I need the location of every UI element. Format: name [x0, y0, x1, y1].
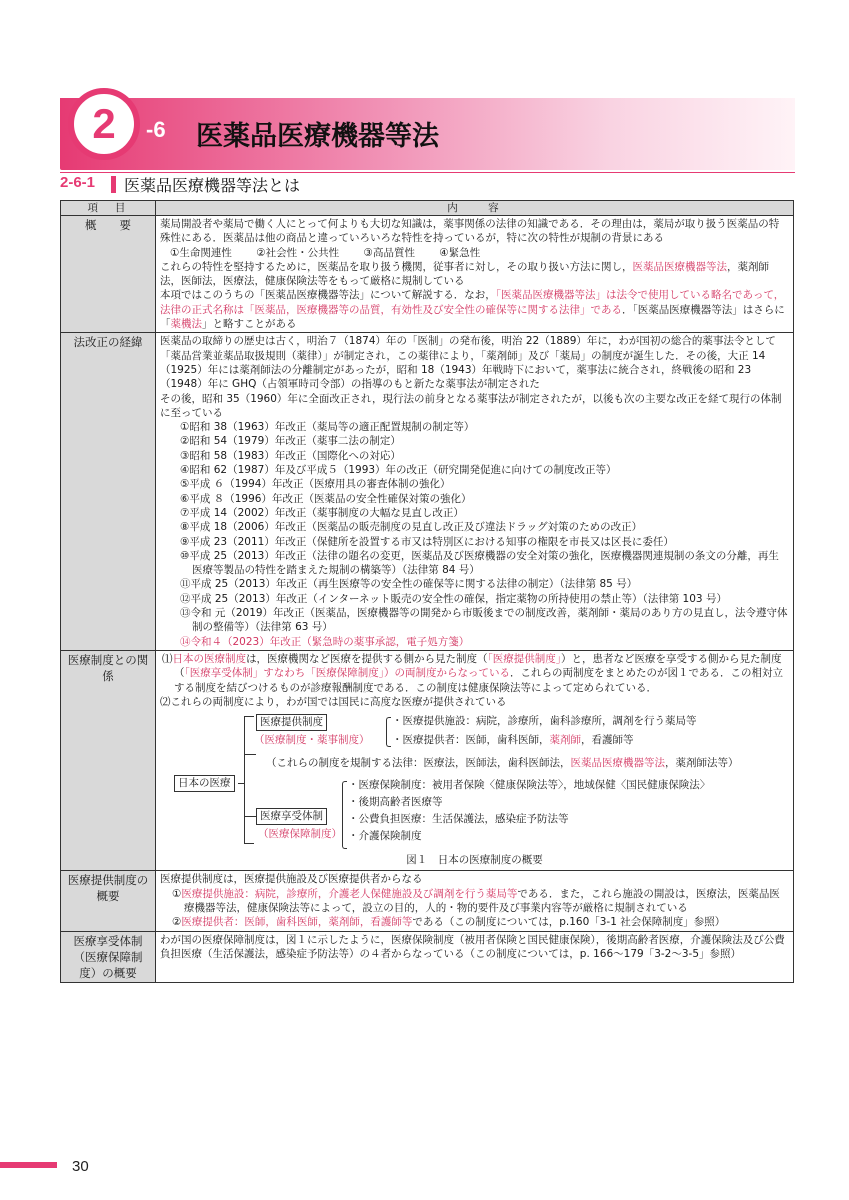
list-item: ⑤平成 ６（1994）年改正（医療用具の審査体制の強化） — [180, 478, 451, 491]
medical-system-diagram — [160, 709, 849, 849]
row-content-relation — [156, 650, 794, 870]
footer-accent-bar — [0, 1162, 57, 1168]
row-label-history: 法改正の経緯 — [61, 333, 156, 651]
chapter-number-badge: 2 — [68, 88, 140, 160]
provision-item-2: ②医療提供者：医師，歯科医師，薬剤師，看護師等である（この制度については，p.160「3-1 社会保障制度」参照） — [172, 916, 726, 929]
subsection-title: 医薬品医療機器等法とは — [124, 176, 301, 195]
provision-system-subtitle: （医療制度・薬事制度） — [254, 734, 370, 747]
insurance-paragraph: わが国の医療保障制度は，図１に示したように，医療保険制度（被用者保険と国民健康保険），後期高齢者医療，介護保険法及び公費負担医療（生活保護法，感染症予防法等）の４者からなっている（この制度については，p. 166～179「3-2～3-5」参照） — [160, 933, 785, 960]
list-item: ・公費負担医療：生活保護法，感染症予防法等 — [348, 813, 569, 826]
column-header-content: 内 容 — [156, 201, 794, 216]
provision-item-facilities: ・医療提供施設：病院，診療所，歯科診療所，調剤を行う薬局等 — [392, 715, 697, 728]
relation-paragraph-1: ⑴日本の医療制度は，医療機関など医療を提供する側から見た制度（「医療提供制度」）と，患者など医療を享受する側から見た制度（「医療享受体制」すなわち「医療保障制度」）の両制度からなっている．これらの両制度をまとめたのが図１である．この相対立する制度を結びつけるものが診療報酬制度である．この制度は健康保険法等によって定められている． — [162, 652, 783, 694]
list-item: ・医療保険制度：被用者保険〈健康保険法等〉，地域保健〈国民健康保険法〉 — [348, 779, 711, 792]
list-item: ・介護保険制度 — [348, 830, 422, 843]
trait-item: ②社会性・公共性 — [256, 246, 340, 259]
row-label-insurance: 医療享受体制（医療保障制度）の概要 — [61, 931, 156, 982]
content-table — [60, 200, 794, 983]
list-item: ②昭和 54（1979）年改正（薬事二法の制定） — [180, 435, 401, 448]
subsection-number: 2-6-1 — [60, 174, 96, 191]
list-item: ⑫平成 25（2013）年改正（インターネット販売の安全性の確保，指定薬物の所持使用の禁止等）（法律第 103 号） — [180, 592, 727, 605]
provision-paragraph: 医療提供制度は，医療提供施設及び医療提供者からなる — [160, 873, 423, 886]
row-label-overview: 概 要 — [61, 216, 156, 333]
row-content-overview — [156, 216, 794, 333]
page-number: 30 — [72, 1158, 89, 1175]
overview-paragraph-1: 薬局開設者や薬局で働く人にとって何よりも大切な知識は，薬事関係の法律の知識である．その理由は，薬局が取り扱う医薬品の特殊性にある．医薬品は他の商品と違っていろいろな特性を持っているが，特に次の特性が規制の背景にある — [160, 218, 780, 245]
regulating-laws: （これらの制度を規制する法律：医療法，医師法，歯科医師法，医薬品医療機器等法，薬剤師法等） — [266, 757, 739, 770]
history-list — [160, 420, 789, 649]
row-content-provision — [156, 871, 794, 931]
row-content-insurance — [156, 931, 794, 982]
connector-line — [244, 754, 256, 755]
connector-line — [244, 843, 254, 844]
receipt-system-subtitle: （医療保障制度） — [258, 828, 342, 841]
list-item: ⑨平成 23（2011）年改正（保健所を設置する市又は特別区における知事の権限を市長又は区長に委任） — [180, 535, 674, 548]
overview-traits — [160, 246, 789, 260]
table-row-insurance — [61, 931, 794, 982]
list-item: ⑬令和 元（2019）年改正（医薬品，医療機器等の開発から市販後までの制度改善，薬剤師・薬局のあり方の見直し，法令遵守体制の整備等）（法律第 63 号） — [180, 607, 788, 634]
table-row-history — [61, 333, 794, 651]
list-item: ⑩平成 25（2013）年改正（法律の題名の変更，医薬品及び医療機器の安全対策の強化，医療機器関連規制の条文の分離，再生医療等製品の特性を踏まえた規制の構築等）（法律第 84 号） — [180, 549, 779, 577]
table-row-relation — [61, 650, 794, 870]
trait-item: ①生命関連性 — [170, 246, 232, 259]
list-item: ③昭和 58（1983）年改正（国際化への対応） — [180, 449, 401, 462]
row-label-provision: 医療提供制度の概要 — [61, 871, 156, 931]
connector-line — [244, 716, 245, 844]
list-item: ⑦平成 14（2002）年改正（薬事制度の大幅な見直し改正） — [180, 506, 464, 519]
list-item: ⑧平成 18（2006）年改正（医薬品の販売制度の見直し改正及び違法ドラッグ対策のための改正） — [180, 521, 643, 534]
list-item: ④昭和 62（1987）年及び平成５（1993）年の改正（研究開発促進に向けての制度改正等） — [180, 464, 617, 477]
connector-line — [244, 816, 256, 817]
history-paragraph-1: 医薬品の取締りの歴史は古く，明治７（1874）年の「医制」の発布後，明治 22（1889）年に，わが国初の総合的薬事法令として「薬品営業並薬品取扱規則（薬律）」が制定され，この薬律により，「薬剤師」及び「薬局」の制度が誕生した．その後，大正 14（1925）年には薬剤師法の分離制定があったが，昭和 18（1943）年戦時下において，薬事法に統合され，終戦後の昭和 23（1948）年に GHQ（占領軍時司令部）の指導のもと新たな薬事法が制定された — [160, 335, 776, 391]
table-row-overview — [61, 216, 794, 333]
diagram-root-box: 日本の医療 — [174, 775, 235, 792]
brace — [386, 717, 391, 747]
column-header-item: 項 目 — [61, 201, 156, 216]
row-label-relation: 医療制度との関係 — [61, 650, 156, 870]
provision-item-1: ①医療提供施設：病院，診療所，介護老人保健施設及び調剤を行う薬局等である．また，これら施設の開設は，医療法，医薬品医療機器等法，健康保険法等によって，設立の目的，人的・物的要件及び事業内容等が厳格に規制されている — [172, 887, 780, 914]
receipt-items — [348, 777, 710, 845]
trait-item: ③高品質性 — [363, 246, 415, 259]
connector-line — [244, 716, 254, 717]
list-item: ①昭和 38（1963）年改正（薬局等の適正配置規制の制定等） — [180, 421, 475, 434]
list-item: ⑪平成 25（2013）年改正（再生医療等の安全性の確保等に関する法律の制定）（法律第 85 号） — [180, 578, 638, 591]
provision-system-box: 医療提供制度 — [256, 714, 327, 731]
section-suffix: -6 — [146, 117, 166, 142]
page-title: 医薬品医療機器等法 — [196, 121, 439, 152]
list-item: ・後期高齢者医療等 — [348, 796, 443, 809]
trait-item: ④緊急性 — [439, 246, 481, 259]
history-paragraph-2: その後，昭和 35（1960）年に全面改正され，現行法の前身となる薬事法が制定されたが，以後も次の主要な改正を経て現行の体制に至っている — [160, 392, 782, 419]
figure-caption: 図１ 日本の医療制度の概要 — [406, 854, 543, 867]
list-item: ⑥平成 ８（1996）年改正（医薬品の安全性確保対策の強化） — [180, 492, 472, 505]
subsection-marker — [111, 176, 116, 193]
table-header-row — [61, 201, 794, 216]
brace — [342, 781, 347, 849]
receipt-system-box: 医療享受体制 — [256, 808, 327, 825]
overview-paragraph-2: これらの特性を堅持するために，医薬品を取り扱う機関，従事者に対し，その取り扱い方法に関し，医薬品医療機器等法，薬剤師法，医師法，医療法，健康保険法等をもって厳格に規制している — [160, 260, 769, 288]
relation-paragraph-2: ⑵これらの両制度により，わが国では国民に高度な医療が提供されている — [160, 695, 507, 708]
list-item: ⑭令和４（2023）年改正（緊急時の薬事承認，電子処方箋） — [180, 635, 470, 648]
table-row-provision — [61, 871, 794, 931]
overview-paragraph-3: 本項ではこのうちの「医薬品医療機器等法」について解説する．なお，「医薬品医療機器等法」は法令で使用している略名であって，法律の正式名称は「医薬品，医療機器等の品質，有効性及び安全性の確保等に関する法律」である．「医薬品医療機器等法」はさらに「薬機法」と略すことがある — [160, 289, 785, 331]
provision-item-providers: ・医療提供者：医師，歯科医師，薬剤師，看護師等 — [392, 734, 634, 747]
row-content-history — [156, 333, 794, 651]
